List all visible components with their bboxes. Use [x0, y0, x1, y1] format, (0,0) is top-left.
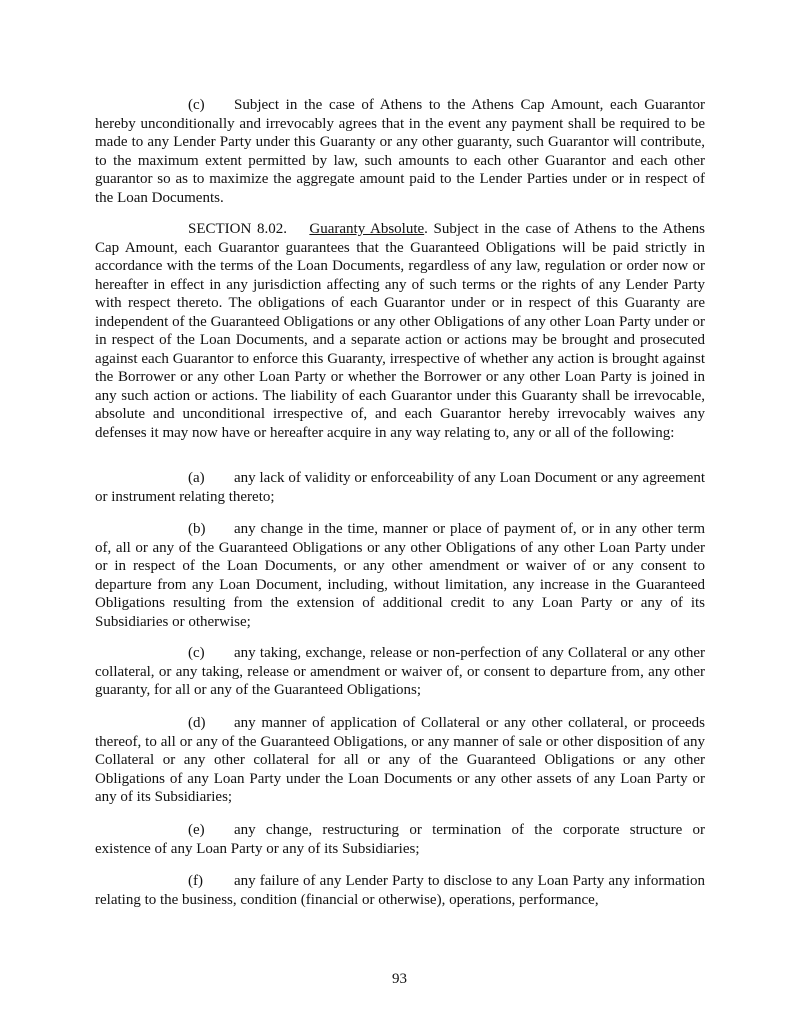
- page-number: 93: [392, 971, 407, 987]
- clause-text: any failure of any Lender Party to disclose to any Loan Party any information relating to the business, condition (financial or otherwise), operations, performance,: [95, 873, 705, 908]
- clause-label: (d): [188, 715, 206, 731]
- clause-b: [95, 520, 705, 631]
- section-8-02-paragraph: [95, 220, 705, 442]
- paragraph-c-contribution: [95, 96, 705, 207]
- clause-label: (e): [188, 822, 205, 838]
- clause-text: any change, restructuring or termination of the corporate structure or existence of any Loan Party or any of its Subsidiaries;: [95, 822, 705, 857]
- clause-label: (a): [188, 470, 205, 486]
- clause-f: [95, 872, 705, 909]
- section-number: SECTION 8.02.: [188, 221, 287, 237]
- clause-text: any manner of application of Collateral or any other collateral, or proceeds thereof, to all or any of the Guaranteed Obligations, or any manner of sale or other disposition of any Collateral or any other collateral for all or any of the Guaranteed Obligations or any other Obligations of any Loan Party under the Loan Documents or any other assets of any Loan Party or any of its Subsidiaries;: [95, 715, 705, 805]
- clause-text: any lack of validity or enforceability of any Loan Document or any agreement or instrument relating thereto;: [95, 470, 705, 505]
- clause-label: (b): [188, 521, 206, 537]
- clause-c: [95, 644, 705, 700]
- clause-text: any taking, exchange, release or non-perfection of any Collateral or any other collateral, or any taking, release or amendment or waiver of, or consent to departure from, any other guaranty, for all or any of the Guaranteed Obligations;: [95, 645, 705, 698]
- paragraph-text: Subject in the case of Athens to the Athens Cap Amount, each Guarantor hereby unconditionally and irrevocably agrees that in the event any payment shall be required to be made to any Lender Party under this Guaranty or any other guaranty, such Guarantor will contribute, to the maximum extent permitted by law, such amounts to each other Guarantor and each other guarantor so as to maximize the aggregate amount paid to the Lender Parties under or in respect of the Loan Documents.: [95, 97, 705, 206]
- clause-text: any change in the time, manner or place of payment of, or in any other term of, all or any of the Guaranteed Obligations or any other Obligations of any other Loan Party under or in respect of the Loan Documents, or any other amendment or waiver of or any consent to departure from any Loan Document, including, without limitation, any increase in the Guaranteed Obligations resulting from the extension of additional credit to any Loan Party or any of its Subsidiaries or otherwise;: [95, 521, 705, 630]
- clause-label: (c): [188, 645, 205, 661]
- section-heading: Guaranty Absolute: [309, 221, 425, 237]
- clause-label: (f): [188, 873, 203, 889]
- clause-label: (c): [188, 97, 205, 113]
- paragraph-text: . Subject in the case of Athens to the Athens Cap Amount, each Guarantor guarantees that the Guaranteed Obligations will be paid strictly in accordance with the terms of the Loan Documents, regardless of any law, regulation or order now or hereafter in effect in any jurisdiction affecting any of such terms or the rights of any Lender Party with respect thereto. The obligations of each Guarantor under or in respect of this Guaranty are independent of the Guaranteed Obligations or any other Obligations of any other Loan Party under or in respect of the Loan Documents, and a separate action or actions may be brought and prosecuted against each Guarantor to enforce this Guaranty, irrespective of whether any action is brought against the Borrower or any other Loan Party or whether the Borrower or any other Loan Party is joined in any such action or actions. The liability of each Guarantor under this Guaranty shall be irrevocable, absolute and unconditional irrespective of, and each Guarantor hereby irrevocably waives any defenses it may now have or hereafter acquire in any way relating to, any or all of the following:: [95, 221, 705, 441]
- clause-d: [95, 714, 705, 807]
- clause-e: [95, 821, 705, 858]
- clause-a: [95, 469, 705, 506]
